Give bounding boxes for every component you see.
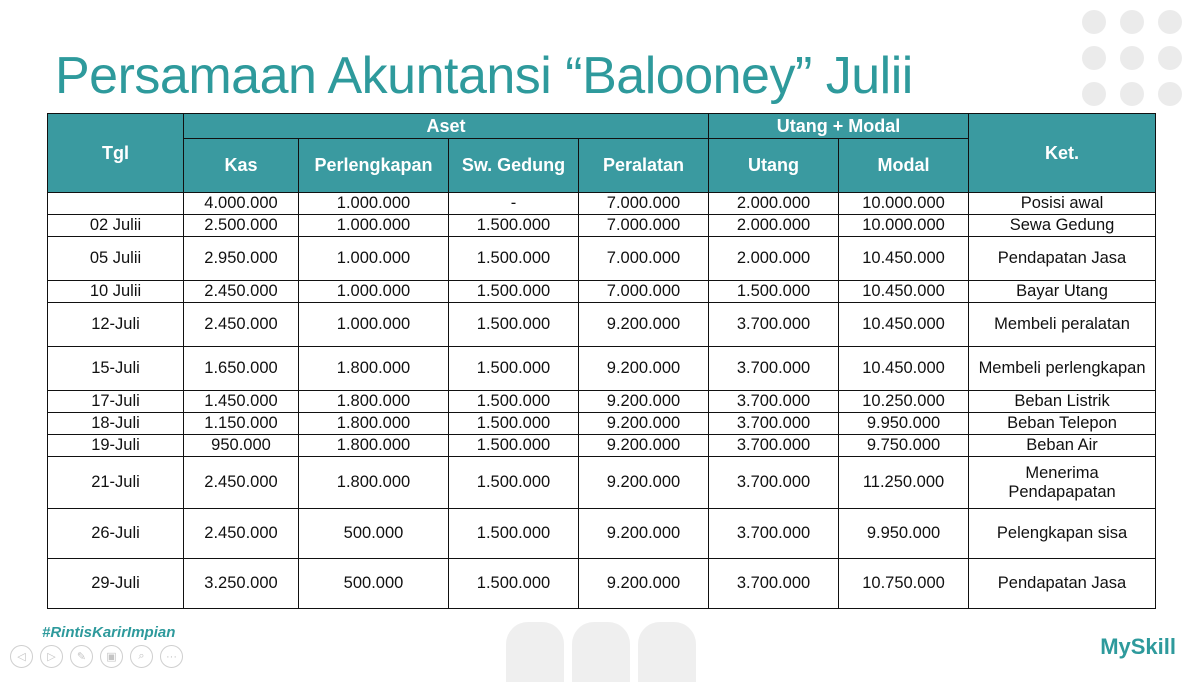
cell-kas: 2.450.000 [184, 457, 299, 509]
cell-utang: 3.700.000 [709, 391, 839, 413]
cell-ket: Pendapatan Jasa [969, 559, 1156, 609]
table-row [48, 435, 1156, 457]
header-perlengkapan: Perlengkapan [299, 139, 449, 193]
cell-kas: 2.500.000 [184, 215, 299, 237]
cell-peralatan: 9.200.000 [579, 559, 709, 609]
cell-modal: 10.450.000 [839, 237, 969, 281]
cell-tgl: 05 Julii [48, 237, 184, 281]
header-ket: Ket. [969, 114, 1156, 193]
cell-sw-gedung: 1.500.000 [449, 215, 579, 237]
cell-ket: Posisi awal [969, 193, 1156, 215]
cell-modal: 10.450.000 [839, 303, 969, 347]
cell-ket: Menerima Pendapapatan [969, 457, 1156, 509]
cell-perlengkapan: 1.000.000 [299, 193, 449, 215]
header-group-aset: Aset [184, 114, 709, 139]
cell-peralatan: 7.000.000 [579, 237, 709, 281]
table-row [48, 413, 1156, 435]
cell-ket: Pendapatan Jasa [969, 237, 1156, 281]
more-icon[interactable]: ··· [160, 645, 183, 668]
hashtag: #RintisKarirImpian [42, 624, 176, 641]
cell-kas: 2.450.000 [184, 281, 299, 303]
cell-peralatan: 9.200.000 [579, 303, 709, 347]
cell-modal: 9.950.000 [839, 413, 969, 435]
page-title: Persamaan Akuntansi “Balooney” Julii [55, 47, 913, 105]
cell-ket: Bayar Utang [969, 281, 1156, 303]
cell-kas: 950.000 [184, 435, 299, 457]
slides-icon[interactable]: ▣ [100, 645, 123, 668]
cell-kas: 1.150.000 [184, 413, 299, 435]
cell-kas: 2.950.000 [184, 237, 299, 281]
cell-kas: 4.000.000 [184, 193, 299, 215]
table-row [48, 509, 1156, 559]
cell-utang: 2.000.000 [709, 237, 839, 281]
table-row [48, 303, 1156, 347]
cell-peralatan: 9.200.000 [579, 347, 709, 391]
cell-peralatan: 9.200.000 [579, 509, 709, 559]
next-icon[interactable]: ▷ [40, 645, 63, 668]
table-row [48, 391, 1156, 413]
cell-sw-gedung: 1.500.000 [449, 237, 579, 281]
accounting-equation-table [47, 113, 1156, 609]
cell-perlengkapan: 1.000.000 [299, 215, 449, 237]
table-row [48, 281, 1156, 303]
cell-perlengkapan: 1.800.000 [299, 435, 449, 457]
cell-utang: 3.700.000 [709, 303, 839, 347]
cell-ket: Membeli perlengkapan [969, 347, 1156, 391]
previous-icon[interactable]: ◁ [10, 645, 33, 668]
cell-peralatan: 9.200.000 [579, 413, 709, 435]
header-peralatan: Peralatan [579, 139, 709, 193]
cell-sw-gedung: 1.500.000 [449, 281, 579, 303]
header-sw-gedung: Sw. Gedung [449, 139, 579, 193]
cell-peralatan: 9.200.000 [579, 457, 709, 509]
brand-logo: MySkill [1100, 634, 1176, 659]
cell-peralatan: 7.000.000 [579, 281, 709, 303]
pen-icon[interactable]: ✎ [70, 645, 93, 668]
cell-perlengkapan: 1.000.000 [299, 281, 449, 303]
cell-kas: 2.450.000 [184, 509, 299, 559]
cell-tgl: 19-Juli [48, 435, 184, 457]
zoom-icon[interactable]: ⌕ [130, 645, 153, 668]
cell-perlengkapan: 1.000.000 [299, 303, 449, 347]
cell-ket: Membeli peralatan [969, 303, 1156, 347]
cell-kas: 3.250.000 [184, 559, 299, 609]
cell-tgl: 17-Juli [48, 391, 184, 413]
cell-tgl [48, 193, 184, 215]
cell-tgl: 29-Juli [48, 559, 184, 609]
cell-peralatan: 7.000.000 [579, 215, 709, 237]
cell-modal: 10.750.000 [839, 559, 969, 609]
cell-kas: 2.450.000 [184, 303, 299, 347]
cell-kas: 1.450.000 [184, 391, 299, 413]
header-group-utang-modal: Utang + Modal [709, 114, 969, 139]
cell-sw-gedung: 1.500.000 [449, 303, 579, 347]
table-row [48, 457, 1156, 509]
cell-kas: 1.650.000 [184, 347, 299, 391]
cell-sw-gedung: 1.500.000 [449, 347, 579, 391]
cell-sw-gedung: 1.500.000 [449, 559, 579, 609]
cell-ket: Beban Telepon [969, 413, 1156, 435]
cell-sw-gedung: 1.500.000 [449, 509, 579, 559]
cell-sw-gedung: 1.500.000 [449, 413, 579, 435]
slide-controls [10, 645, 183, 668]
cell-perlengkapan: 500.000 [299, 559, 449, 609]
cell-perlengkapan: 1.000.000 [299, 237, 449, 281]
cell-modal: 10.000.000 [839, 215, 969, 237]
cell-perlengkapan: 1.800.000 [299, 413, 449, 435]
cell-ket: Beban Air [969, 435, 1156, 457]
cell-ket: Sewa Gedung [969, 215, 1156, 237]
cell-perlengkapan: 1.800.000 [299, 391, 449, 413]
cell-utang: 1.500.000 [709, 281, 839, 303]
cell-tgl: 15-Juli [48, 347, 184, 391]
cell-utang: 2.000.000 [709, 215, 839, 237]
cell-utang: 3.700.000 [709, 413, 839, 435]
cell-tgl: 02 Julii [48, 215, 184, 237]
table-row [48, 237, 1156, 281]
cell-utang: 3.700.000 [709, 435, 839, 457]
cell-tgl: 18-Juli [48, 413, 184, 435]
cell-sw-gedung: - [449, 193, 579, 215]
cell-utang: 3.700.000 [709, 457, 839, 509]
cell-modal: 9.750.000 [839, 435, 969, 457]
table-body [48, 193, 1156, 609]
cell-peralatan: 9.200.000 [579, 435, 709, 457]
table-row [48, 559, 1156, 609]
cell-sw-gedung: 1.500.000 [449, 435, 579, 457]
cell-modal: 11.250.000 [839, 457, 969, 509]
table-row [48, 347, 1156, 391]
cell-sw-gedung: 1.500.000 [449, 391, 579, 413]
cell-modal: 9.950.000 [839, 509, 969, 559]
table-row [48, 193, 1156, 215]
cell-perlengkapan: 1.800.000 [299, 457, 449, 509]
cell-ket: Beban Listrik [969, 391, 1156, 413]
cell-tgl: 10 Julii [48, 281, 184, 303]
cell-modal: 10.250.000 [839, 391, 969, 413]
header-modal: Modal [839, 139, 969, 193]
cell-utang: 2.000.000 [709, 193, 839, 215]
cell-perlengkapan: 500.000 [299, 509, 449, 559]
table-row [48, 215, 1156, 237]
header-kas: Kas [184, 139, 299, 193]
cell-modal: 10.000.000 [839, 193, 969, 215]
cell-utang: 3.700.000 [709, 509, 839, 559]
cell-peralatan: 9.200.000 [579, 391, 709, 413]
cell-utang: 3.700.000 [709, 559, 839, 609]
cell-utang: 3.700.000 [709, 347, 839, 391]
cell-ket: Pelengkapan sisa [969, 509, 1156, 559]
cell-perlengkapan: 1.800.000 [299, 347, 449, 391]
cell-tgl: 26-Juli [48, 509, 184, 559]
cell-modal: 10.450.000 [839, 281, 969, 303]
cell-modal: 10.450.000 [839, 347, 969, 391]
header-utang: Utang [709, 139, 839, 193]
cell-tgl: 21-Juli [48, 457, 184, 509]
cell-sw-gedung: 1.500.000 [449, 457, 579, 509]
header-tgl: Tgl [48, 114, 184, 193]
cell-tgl: 12-Juli [48, 303, 184, 347]
cell-peralatan: 7.000.000 [579, 193, 709, 215]
